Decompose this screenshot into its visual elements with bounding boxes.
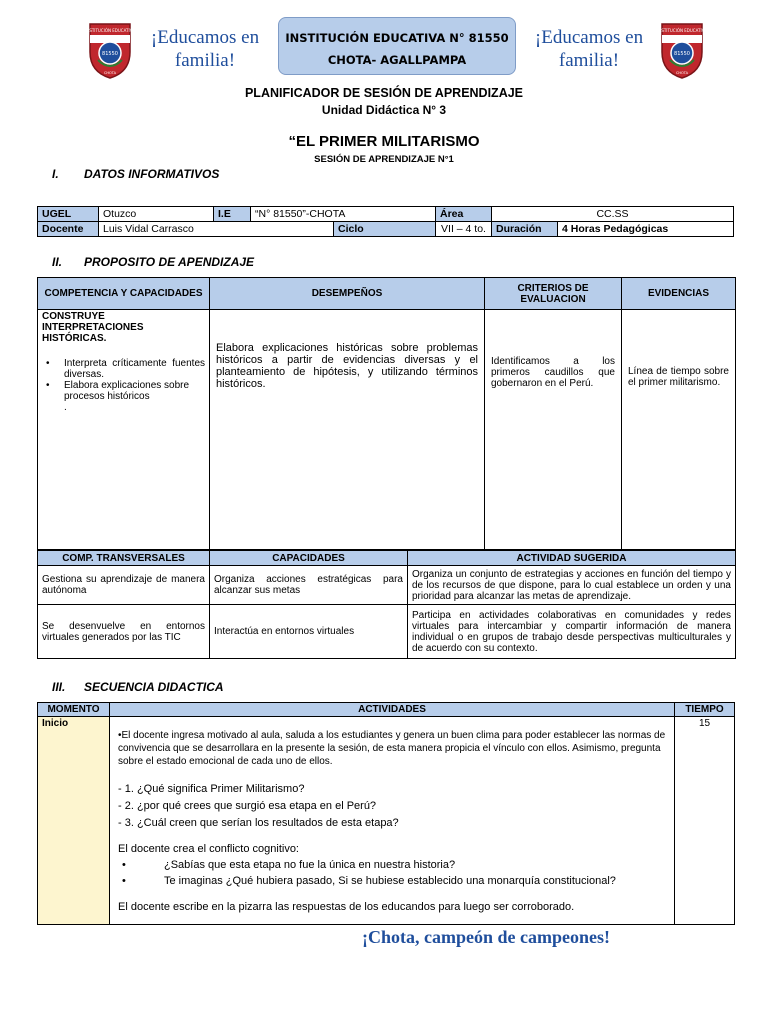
svg-text:INSTITUCIÓN EDUCATIVA: INSTITUCIÓN EDUCATIVA [85,28,135,33]
area-value: CC.SS [492,207,734,222]
list-item: - 2. ¿por qué crees que surgió esa etapa en el Perú? [118,800,377,812]
proposito-table [37,277,736,550]
table-header-row [38,278,736,310]
table-row [38,566,736,605]
evidencia-cell: Línea de tiempo sobre el primer militarismo. [622,310,736,550]
transversales-table [37,550,736,659]
section-heading-datos: I. DATOS INFORMATIVOS [52,167,220,181]
intro-paragraph: •El docente ingresa motivado al aula, saluda a los estudiantes y genera un buen clima para poder establecer las normas de convivencia que se desarrollara en la presente la sesión, de esta manera propicia el vínculo con ellos. Asimismo, pregunta sobre el estado emocional de cada uno de ellos. [118,730,666,767]
table-header-row [38,703,735,717]
area-label: Área [436,207,492,222]
duracion-label: Duración [492,222,558,237]
column-header: EVIDENCIAS [622,278,736,310]
criterio-cell: Identificamos a los primeros caudillos que gobernaron en el Perú. [485,310,622,550]
table-row [38,222,734,237]
capacidades-list [42,358,205,402]
ugel-label: UGEL [38,207,99,222]
ie-value: “N° 81550”-CHOTA [251,207,436,222]
comp-cell: Gestiona su aprendizaje de manera autónoma [38,566,210,605]
list-item: • ¿Sabías que esta etapa no fue la única en nuestra historia? [118,857,668,873]
list-item: - 1. ¿Qué significa Primer Militarismo? [118,783,305,795]
motto-right: ¡Educamos en familia! [534,27,644,71]
institution-name: INSTITUCIÓN EDUCATIVA N° 81550 [285,31,509,45]
conflict-title: El docente crea el conflicto cognitivo: [118,843,299,855]
column-header: ACTIVIDAD SUGERIDA [408,551,736,566]
school-crest-icon [657,22,707,80]
column-header: MOMENTO [38,703,110,717]
svg-text:81550: 81550 [102,51,118,57]
competencia-cell [38,310,210,550]
cap-cell: Interactúa en entornos virtuales [210,605,408,659]
section-heading-secuencia: III. SECUENCIA DIDACTICA [52,680,224,694]
actividades-cell [110,717,675,925]
column-header: ACTIVIDADES [110,703,675,717]
section-heading-proposito: II. PROPOSITO DE APENDIZAJE [52,255,255,269]
column-header: DESEMPEÑOS [210,278,485,310]
svg-text:CHOTA: CHOTA [103,71,117,75]
column-header: COMPETENCIA Y CAPACIDADES [38,278,210,310]
institution-location: CHOTA- AGALLPAMPA [327,53,467,67]
column-header: COMP. TRANSVERSALES [38,551,210,566]
momento-cell: Inicio [38,717,110,925]
table-row [38,310,736,550]
document-title: PLANIFICADOR DE SESIÓN DE APRENDIZAJE [244,86,524,100]
institution-box [278,17,516,75]
theme-title: “EL PRIMER MILITARISMO [288,133,480,150]
secuencia-table [37,702,735,925]
svg-text:INSTITUCIÓN EDUCATIVA: INSTITUCIÓN EDUCATIVA [657,28,707,33]
closing-paragraph: El docente escribe en la pizarra las respuestas de los educandos para luego ser corroborado. [118,901,575,913]
column-header: CAPACIDADES [210,551,408,566]
conflict-list [118,857,668,889]
act-cell: Participa en actividades colaborativas en comunidades y redes virtuales para intercambiar y compartir información de manera individual o en grupos de trabajo desde perspectivas multiculturales y de acuerdo con su contexto. [408,605,736,659]
motto-left: ¡Educamos en familia! [150,27,260,71]
docente-label: Docente [38,222,99,237]
table-row [38,605,736,659]
datos-table [37,206,734,237]
comp-cell: Se desenvuelve en entornos virtuales generados por las TIC [38,605,210,659]
competencia-title: CONSTRUYE INTERPRETACIONES HISTÓRICAS. [42,311,144,344]
svg-text:81550: 81550 [674,51,690,57]
list-item: - 3. ¿Cuál creen que serían los resultados de esta etapa? [118,817,399,829]
page-header [0,0,768,90]
stray-dot: . [64,402,67,413]
ugel-value: Otuzco [99,207,214,222]
school-crest-icon [85,22,135,80]
column-header: TIEMPO [675,703,735,717]
ciclo-value: VII – 4 to. [436,222,492,237]
ciclo-label: Ciclo [334,222,436,237]
column-header: CRITERIOS DE EVALUACION [485,278,622,310]
svg-text:CHOTA: CHOTA [675,71,689,75]
list-item: • Te imaginas ¿Qué hubiera pasado, Si se hubiese establecido una monarquía constitucional? [118,873,668,889]
docente-value: Luis Vidal Carrasco [99,222,334,237]
desempeno-cell: Elabora explicaciones históricas sobre problemas históricos a partir de evidencias diversas y el planteamiento de hipótesis, y utilizando términos históricos. [210,310,485,550]
ie-label: I.E [214,207,251,222]
session-title: SESIÓN DE APRENDIZAJE N°1 [314,154,454,165]
act-cell: Organiza un conjunto de estrategias y acciones en función del tiempo y de los recursos de que dispone, para lo cual establece un orden y una prioridad para alcanzar las metas de aprendizaje. [408,566,736,605]
footer-slogan: ¡Chota, campeón de campeones! [362,927,610,947]
table-row [38,207,734,222]
table-header-row [38,551,736,566]
cap-cell: Organiza acciones estratégicas para alcanzar sus metas [210,566,408,605]
table-row [38,717,735,925]
questions-list [118,781,668,832]
duracion-value: 4 Horas Pedagógicas [558,222,734,237]
tiempo-cell: 15 [675,717,735,925]
unit-title: Unidad Didáctica N° 3 [321,103,447,117]
list-item: • Elabora explicaciones sobre procesos históricos [42,380,205,402]
list-item: • Interpreta críticamente fuentes diversas. [42,358,205,380]
